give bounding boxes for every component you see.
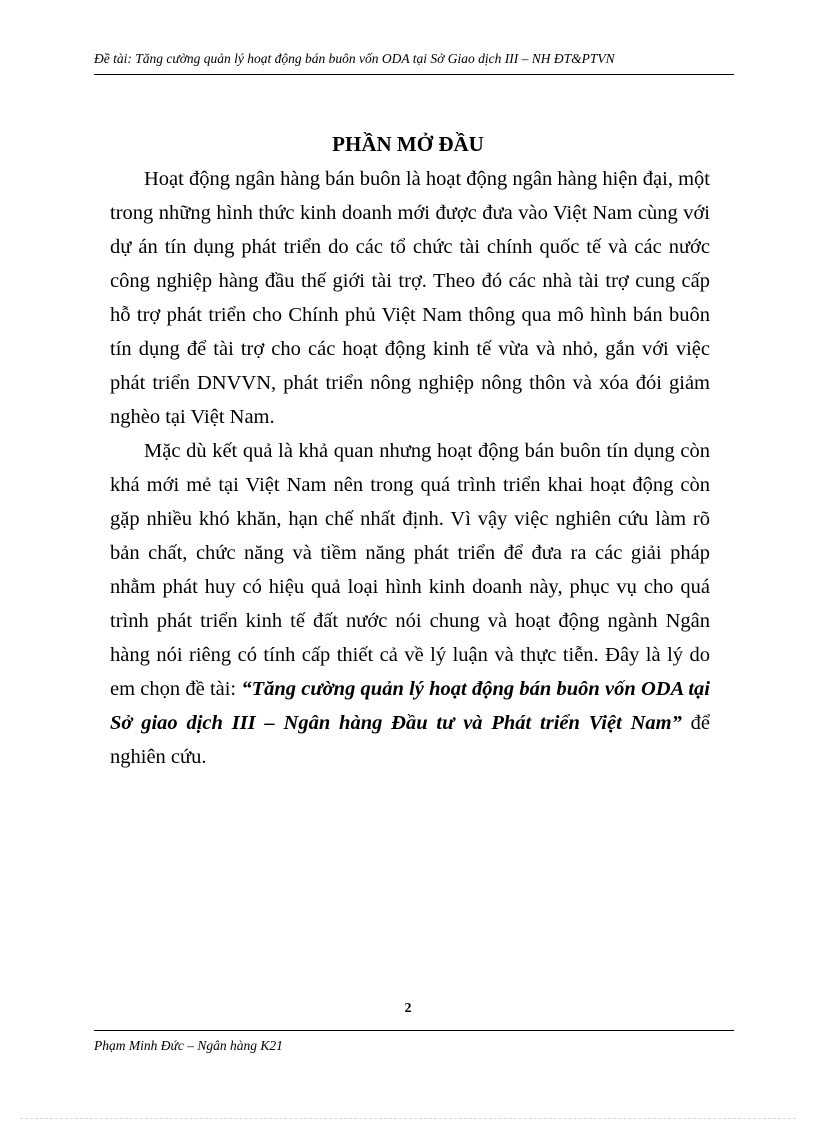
paragraph-rationale-lead: Mặc dù kết quả là khả quan nhưng hoạt động bán buôn tín dụng còn khá mới mẻ tại Việt Nam nên trong quá trình triển khai hoạt động còn gặp nhiều khó khăn, hạn chế nhất định. Vì vậy việc nghiên cứu làm rõ bản chất, chức năng và tiềm năng phát triển để đưa ra các giải pháp nhằm phát huy có hiệu quả loại hình kinh doanh này, phục vụ cho quá trình phát triển kinh tế đất nước nói chung và hoạt động ngành Ngân hàng nói riêng có tính cấp thiết cả về lý luận và thực tiễn. Đây là lý do em chọn đề tài: (110, 440, 710, 700)
header-text: Đề tài: Tăng cường quản lý hoạt động bán buôn vốn ODA tại Sở Giao dịch III – NH ĐT&PTVN (94, 51, 615, 66)
footer-text: Phạm Minh Đức – Ngân hàng K21 (94, 1038, 283, 1053)
section-title: PHẦN MỞ ĐẦU (332, 132, 484, 156)
thesis-topic-title: “Tăng cường quản lý hoạt động bán buôn vốn ODA tại Sở giao dịch III – Ngân hàng Đầu tư và Phát triển Việt Nam” (110, 678, 711, 734)
running-header (94, 50, 734, 75)
paragraph-rationale (110, 434, 710, 774)
page-edge-divider (20, 1118, 796, 1119)
running-footer (94, 1030, 734, 1055)
document-body (110, 162, 710, 774)
page-number: 2 (404, 1001, 412, 1016)
paragraph-intro: Hoạt động ngân hàng bán buôn là hoạt động ngân hàng hiện đại, một trong những hình thức kinh doanh mới được đưa vào Việt Nam cùng với dự án tín dụng phát triển do các tổ chức tài chính quốc tế và các nước công nghiệp hàng đầu thế giới tài trợ. Theo đó các nhà tài trợ cung cấp hỗ trợ phát triển cho Chính phủ Việt Nam thông qua mô hình bán buôn tín dụng để tài trợ cho các hoạt động kinh tế vừa và nhỏ, gắn với việc phát triển DNVVN, phát triển nông nghiệp nông thôn và xóa đói giảm nghèo tại Việt Nam. (110, 168, 710, 428)
paragraph-rationale-tail: để nghiên cứu. (110, 712, 710, 768)
